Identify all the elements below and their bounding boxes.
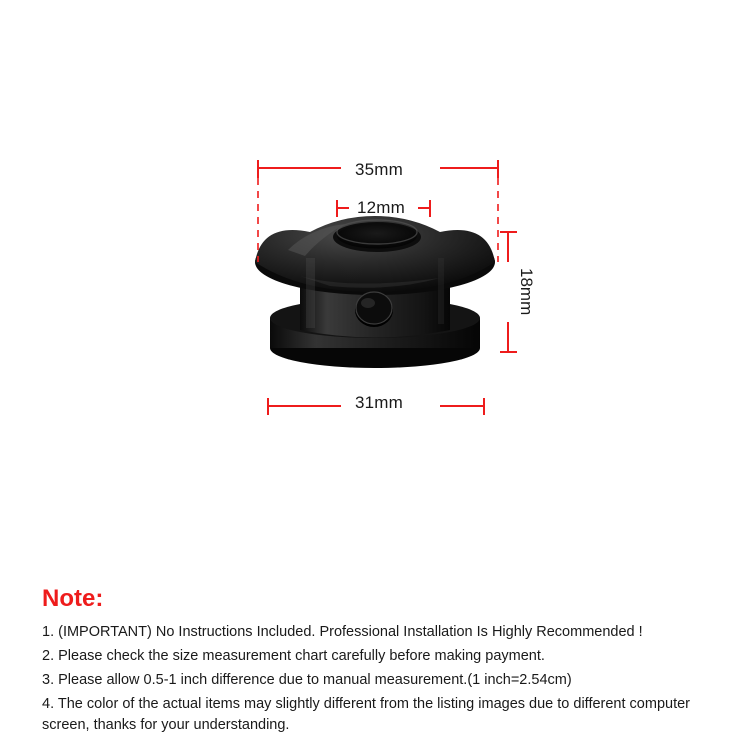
note-block — [42, 586, 722, 739]
note-item-1: 1. (IMPORTANT) No Instructions Included. Professional Installation Is Highly Recommended ! — [42, 624, 643, 641]
note-item-2: 2. Please check the size measurement chart carefully before making payment. — [42, 648, 545, 665]
dimension-label-width-top: 35mm — [355, 160, 404, 179]
note-item-4: 4. The color of the actual items may slightly different from the listing images due to different computer screen, thanks for your understanding. — [42, 696, 690, 734]
dimension-label-bore: 12mm — [357, 198, 406, 217]
note-title: Note: — [42, 585, 104, 612]
product-illustration — [255, 216, 495, 368]
note-list — [42, 622, 722, 736]
dimension-label-height: 18mm — [517, 268, 536, 316]
note-item-3: 3. Please allow 0.5-1 inch difference due to manual measurement.(1 inch=2.54cm) — [42, 672, 572, 689]
dimension-label-width-base: 31mm — [355, 393, 404, 412]
